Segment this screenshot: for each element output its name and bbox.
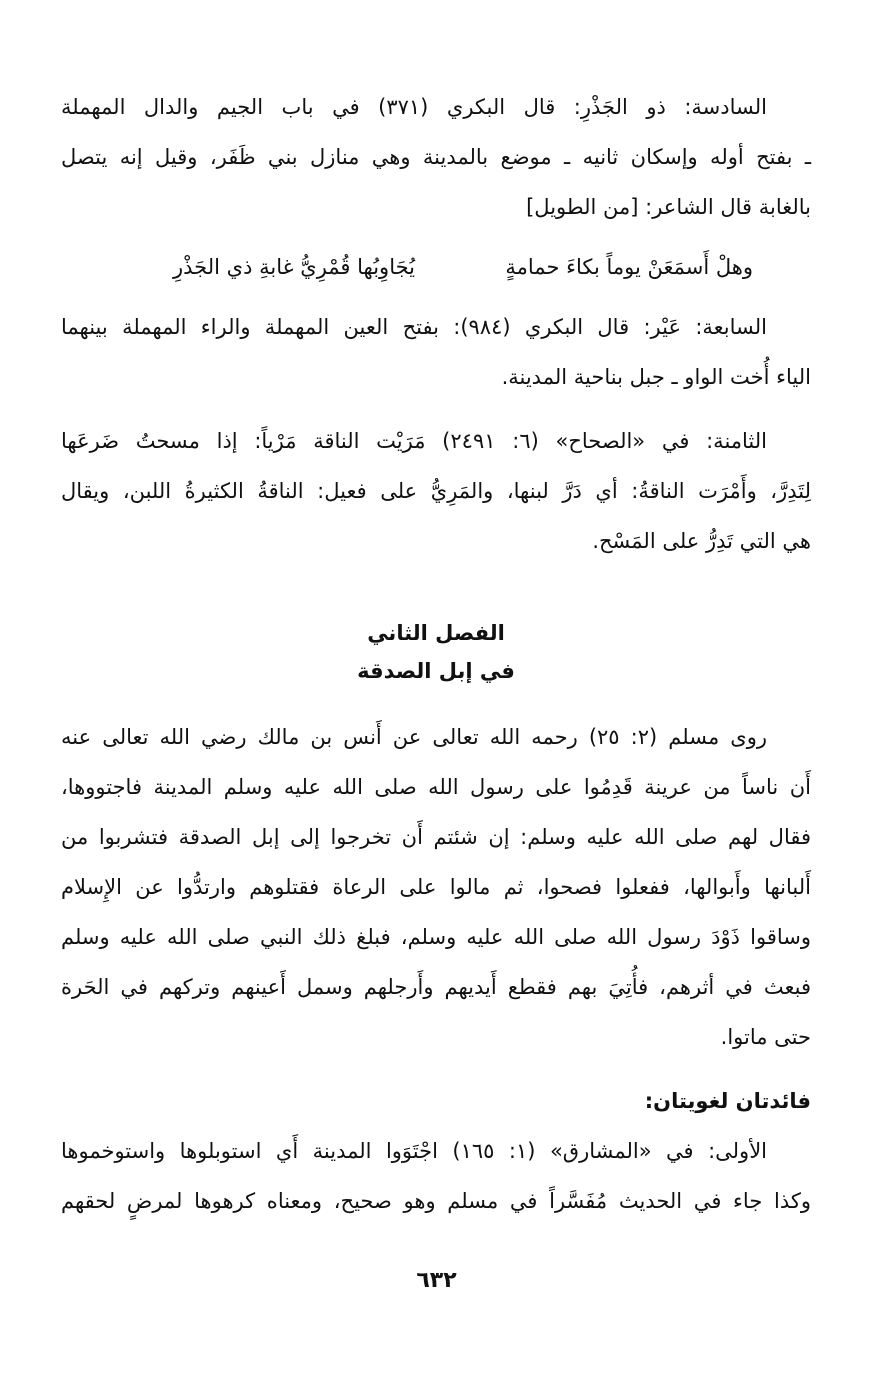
text-line: ـ بفتح أوله وإسكان ثانيه ـ موضع بالمدينة وهي منازل بني ظَفَر، وقيل إنه يتصل [61,145,811,169]
paragraph-first-benefit [61,1126,811,1226]
paragraph-sixth [61,82,811,232]
benefits-heading: فائدتان لغويتان: [644,1089,811,1113]
text-line: روى مسلم (٢: ٢٥) رحمه الله تعالى عن أَنس بن مالك رضي الله تعالى عنه [61,725,767,749]
text-line: الأولى: في «المشارق» (١: ١٦٥) اجْتَوَوا المدينة أَي استوبلوها واستوخموها [61,1139,768,1163]
text-line: أَلبانها وأَبوالها، ففعلوا فصحوا، ثم مالوا على الرعاة فقتلوهم وارتدُّوا عن الإِسلام [61,875,811,899]
text-line: السابعة: عَيْر: قال البكري (٩٨٤): بفتح العين المهملة والراء المهملة بينهما [61,315,767,339]
paragraph-hadith [61,712,811,1062]
text-line: السادسة: ذو الجَذْرِ: قال البكري (٣٧١) في باب الجيم والدال المهملة [61,95,767,119]
section-title: الفصل الثاني [367,621,505,645]
text-line: بالغابة قال الشاعر: [من الطويل] [526,195,811,219]
text-line: أَن ناساً من عرينة قَدِمُوا على رسول الله صلى الله عليه وسلم المدينة فاجتووها، [61,775,811,799]
verse-first-hemistich: وهلْ أَسمَعَنْ يوماً بكاءَ حمامةٍ [505,255,753,279]
paragraph-eighth [61,416,811,566]
text-line: فبعث في أثرهم، فأُتِيَ بهم فقطع أَيديهم وأَرجلهم وسمل أَعينهم وتركهم في الحَرة [61,975,811,999]
text-line: وكذا جاء في الحديث مُفَسَّراً في مسلم وهو صحيح، ومعناه كرهوها لمرضٍ لحقهم [61,1189,811,1213]
text-line: لِتَدِرَّ، وأَمْرَت الناقةُ: أي دَرَّ لبنها، والمَرِيُّ على فعيل: الناقةُ الكثيرةُ اللبن، ويقال [61,479,811,503]
text-line: هي التي تَدِرُّ على المَسْح. [592,529,811,553]
text-line: الياء أُخت الواو ـ جبل بناحية المدينة. [501,365,811,389]
poetry-verse [61,232,811,302]
page-number: ٦٣٢ [416,1268,457,1293]
verse-second-hemistich: يُجَاوِبُها قُمْرِيُّ غابةِ ذي الجَذْرِ [173,255,415,279]
text-line: وساقوا ذَوْدَ رسول الله صلى الله عليه وسلم، فبلغ ذلك النبي صلى الله عليه وسلم [61,925,811,949]
page-body [61,82,811,1226]
text-line: حتى ماتوا. [720,1025,811,1049]
text-line: فقال لهم صلى الله عليه وسلم: إن شئتم أَن تخرجوا إلى إبل الصدقة فتشربوا من [61,825,811,849]
section-subtitle: في إبل الصدقة [357,659,515,683]
paragraph-seventh [61,302,811,402]
text-line: الثامنة: في «الصحاح» (٦: ٢٤٩١) مَرَيْت الناقة مَرْياً: إذا مسحتُ ضَرعَها [61,429,767,453]
